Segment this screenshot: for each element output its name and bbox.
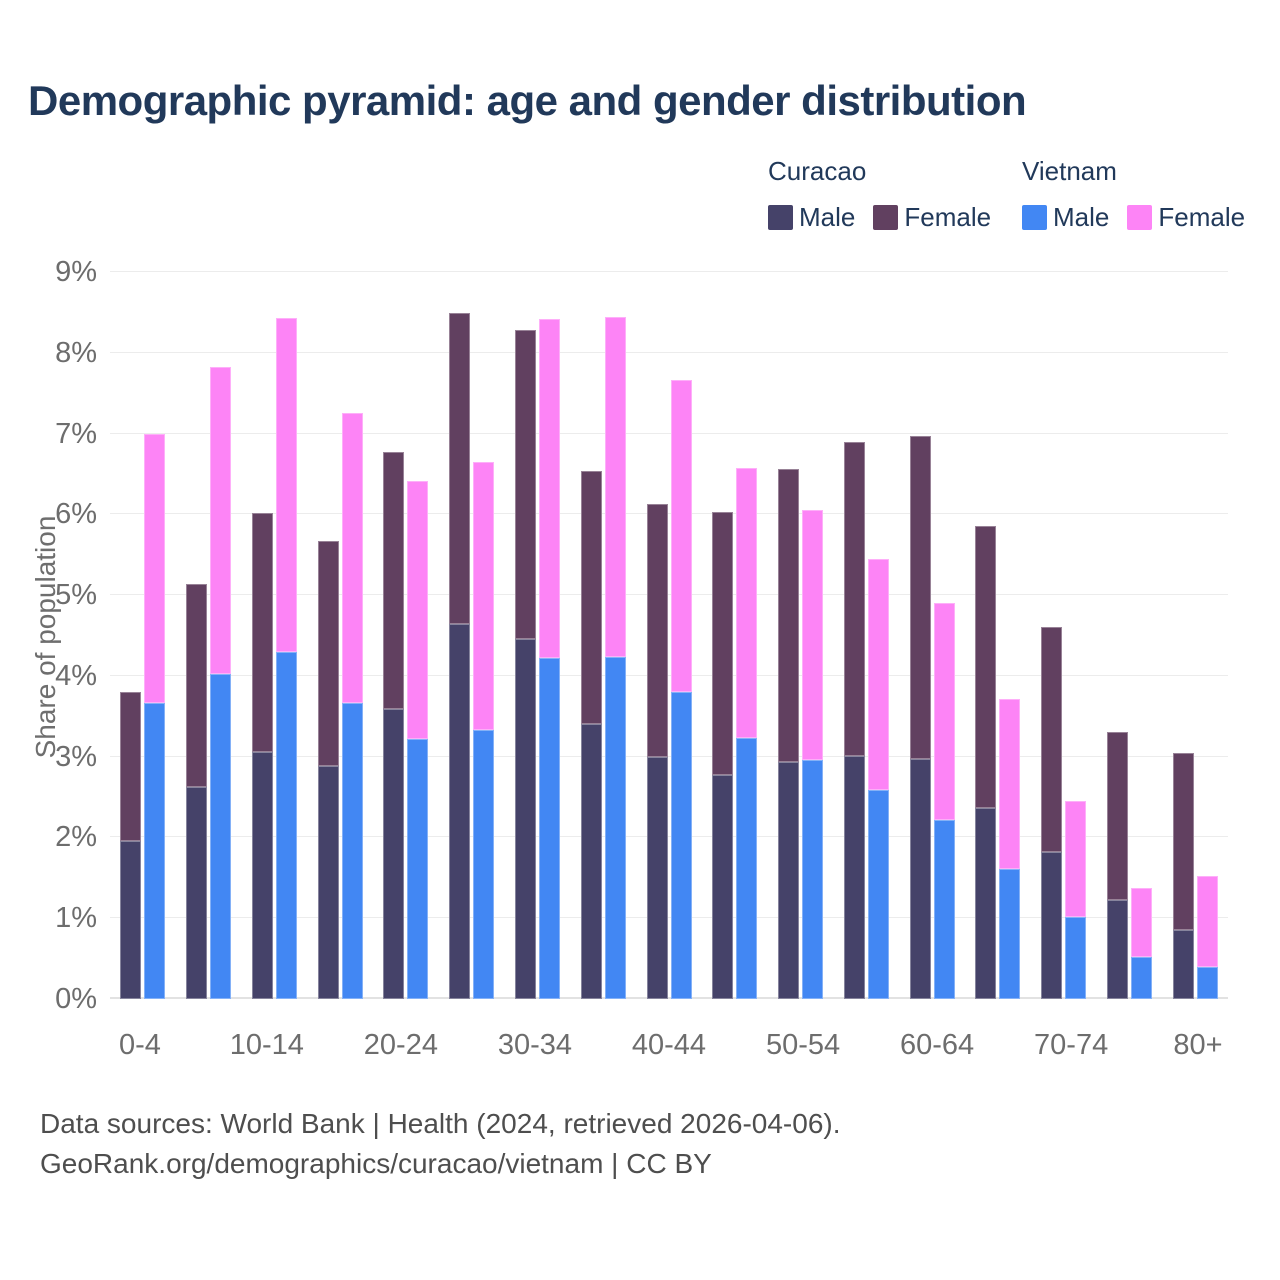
segment-curacao-female	[910, 436, 931, 759]
segment-vietnam-female	[802, 510, 823, 760]
segment-curacao-male	[1173, 930, 1194, 999]
bar-group	[1031, 272, 1097, 999]
stacked-bar-curacao	[844, 272, 865, 999]
bar-group	[702, 272, 768, 999]
segment-vietnam-male	[473, 730, 494, 999]
x-tick-label	[572, 1027, 632, 1063]
stacked-bar-vietnam	[1131, 272, 1152, 999]
segment-curacao-male	[910, 759, 931, 999]
segment-vietnam-male	[671, 692, 692, 999]
segment-curacao-female	[1107, 732, 1128, 899]
stacked-bar-vietnam	[802, 272, 823, 999]
footer	[40, 1104, 841, 1184]
x-tick-label	[1108, 1027, 1168, 1063]
y-tick-label: 6%	[55, 498, 97, 531]
segment-curacao-female	[712, 512, 733, 775]
segment-vietnam-male	[868, 790, 889, 999]
y-tick-label: 0%	[55, 983, 97, 1015]
stacked-bar-vietnam	[868, 272, 889, 999]
legend-item-curacao-male	[768, 202, 855, 233]
segment-vietnam-male	[210, 674, 231, 999]
x-tick-label	[170, 1027, 230, 1063]
segment-vietnam-female	[671, 380, 692, 692]
bar-group	[1096, 272, 1162, 999]
stacked-bar-vietnam	[539, 272, 560, 999]
segment-curacao-female	[120, 692, 141, 841]
bar-group	[1162, 272, 1228, 999]
stacked-bar-curacao	[975, 272, 996, 999]
legend-item-curacao-female	[873, 202, 991, 233]
x-tick-label: 0-4	[118, 1029, 161, 1061]
segment-vietnam-male	[276, 652, 297, 999]
stacked-bar-curacao	[383, 272, 404, 999]
segment-curacao-female	[515, 330, 536, 639]
segment-vietnam-female	[342, 413, 363, 703]
legend-label: Male	[799, 202, 856, 232]
x-tick-label: 70-74	[1034, 1029, 1109, 1061]
segment-vietnam-female	[276, 318, 297, 652]
segment-curacao-male	[712, 775, 733, 999]
stacked-bar-curacao	[712, 272, 733, 999]
bar-group	[439, 272, 505, 999]
segment-curacao-male	[1041, 852, 1062, 999]
x-tick-label: 10-14	[229, 1029, 304, 1061]
bar-group	[242, 272, 308, 999]
legend-item-vietnam-female	[1127, 202, 1245, 233]
segment-vietnam-female	[210, 367, 231, 674]
footer-attribution-line: GeoRank.org/demographics/curacao/vietnam | CC BY	[40, 1148, 712, 1179]
x-tick-label: 50-54	[765, 1029, 841, 1061]
bar-group	[636, 272, 702, 999]
segment-vietnam-male	[342, 703, 363, 999]
bar-group	[899, 272, 965, 999]
y-tick-label: 9%	[55, 256, 97, 288]
stacked-bar-vietnam	[671, 272, 692, 999]
x-axis-tick-labels	[110, 1027, 1228, 1063]
segment-vietnam-female	[605, 317, 626, 657]
stacked-bar-vietnam	[934, 272, 955, 999]
bar-group	[110, 272, 176, 999]
stacked-bar-curacao	[449, 272, 470, 999]
stacked-bar-curacao	[1173, 272, 1194, 999]
segment-vietnam-female	[934, 603, 955, 819]
segment-curacao-female	[581, 471, 602, 724]
segment-vietnam-male	[1197, 967, 1218, 999]
segment-curacao-male	[844, 756, 865, 999]
x-tick-label: 30-34	[497, 1029, 573, 1061]
segment-curacao-male	[120, 841, 141, 999]
x-tick-label: 60-64	[899, 1029, 975, 1061]
stacked-bar-vietnam	[605, 272, 626, 999]
segment-curacao-female	[252, 513, 273, 752]
stacked-bar-vietnam	[210, 272, 231, 999]
segment-curacao-male	[252, 752, 273, 999]
segment-vietnam-female	[144, 434, 165, 702]
stacked-bar-vietnam	[276, 272, 297, 999]
bar-group	[373, 272, 439, 999]
segment-curacao-male	[975, 808, 996, 999]
segment-curacao-female	[778, 469, 799, 761]
segment-curacao-male	[1107, 900, 1128, 999]
segment-vietnam-female	[999, 699, 1020, 869]
stacked-bar-vietnam	[407, 272, 428, 999]
x-tick-label: 80+	[1173, 1029, 1223, 1061]
legend-label: Male	[1053, 202, 1110, 232]
stacked-bar-curacao	[1107, 272, 1128, 999]
segment-vietnam-male	[1065, 917, 1086, 999]
segment-vietnam-female	[407, 481, 428, 739]
segment-curacao-female	[1173, 753, 1194, 929]
stacked-bar-vietnam	[999, 272, 1020, 999]
x-tick-label: 20-24	[363, 1029, 438, 1061]
stacked-bar-curacao	[647, 272, 668, 999]
stacked-bar-curacao	[120, 272, 141, 999]
legend-items-vietnam	[1022, 202, 1245, 233]
stacked-bar-vietnam	[342, 272, 363, 999]
segment-vietnam-male	[539, 658, 560, 999]
bar-group	[307, 272, 373, 999]
vietnam-female-swatch	[1127, 205, 1152, 230]
stacked-bar-curacao	[252, 272, 273, 999]
y-tick-label: 5%	[55, 579, 97, 612]
bar-group	[505, 272, 571, 999]
bar-group	[965, 272, 1031, 999]
segment-vietnam-female	[868, 559, 889, 790]
bar-group	[570, 272, 636, 999]
segment-vietnam-male	[144, 703, 165, 999]
footer-source-line: Data sources: World Bank | Health (2024, retrieved 2026-04-06).	[40, 1108, 841, 1139]
stacked-bar-vietnam	[736, 272, 757, 999]
y-tick-label: 4%	[55, 659, 97, 692]
stacked-bar-vietnam	[1197, 272, 1218, 999]
bar-group	[176, 272, 242, 999]
segment-vietnam-male	[1131, 957, 1152, 999]
x-tick-label	[706, 1027, 766, 1063]
segment-vietnam-female	[473, 462, 494, 730]
segment-vietnam-male	[736, 738, 757, 999]
segment-vietnam-male	[605, 657, 626, 999]
legend-label: Female	[1158, 202, 1246, 232]
plot-area	[55, 256, 1228, 1061]
segment-curacao-female	[844, 442, 865, 756]
stacked-bar-curacao	[778, 272, 799, 999]
segment-vietnam-male	[999, 869, 1020, 999]
x-tick-label	[438, 1027, 498, 1063]
y-tick-label: 2%	[55, 821, 97, 854]
y-axis-title: Share of population	[30, 515, 61, 759]
segment-curacao-male	[186, 787, 207, 999]
page-title: Demographic pyramid: age and gender distribution	[28, 77, 1027, 124]
segment-curacao-female	[383, 452, 404, 709]
stacked-bar-vietnam	[473, 272, 494, 999]
x-tick-label: 40-44	[631, 1029, 707, 1061]
segment-vietnam-female	[1197, 876, 1218, 966]
stacked-bar-vietnam	[1065, 272, 1086, 999]
segment-vietnam-female	[736, 468, 757, 738]
curacao-male-swatch	[768, 205, 793, 230]
stacked-bar-curacao	[581, 272, 602, 999]
segment-curacao-female	[1041, 627, 1062, 852]
segment-curacao-female	[318, 541, 339, 766]
legend-country-label-curacao: Curacao	[768, 156, 867, 186]
stacked-bar-curacao	[910, 272, 931, 999]
segment-curacao-male	[778, 762, 799, 999]
legend-label: Female	[904, 202, 992, 232]
bar-group	[768, 272, 834, 999]
segment-curacao-male	[318, 766, 339, 999]
legend-country-label-vietnam: Vietnam	[1022, 156, 1117, 186]
segment-vietnam-female	[539, 319, 560, 658]
stacked-bar-curacao	[515, 272, 536, 999]
segment-curacao-male	[383, 709, 404, 999]
legend-group-vietnam	[1022, 156, 1245, 233]
segment-curacao-female	[647, 504, 668, 758]
y-tick-label: 8%	[55, 336, 97, 369]
segment-curacao-male	[647, 757, 668, 999]
segment-vietnam-female	[1065, 801, 1086, 917]
stacked-bar-curacao	[318, 272, 339, 999]
stacked-bar-curacao	[186, 272, 207, 999]
y-tick-label: 7%	[55, 417, 97, 450]
stacked-bar-vietnam	[144, 272, 165, 999]
y-tick-label: 1%	[55, 902, 97, 935]
vietnam-male-swatch	[1022, 205, 1047, 230]
legend-items-curacao	[768, 202, 991, 233]
segment-curacao-female	[975, 526, 996, 808]
segment-vietnam-male	[407, 739, 428, 999]
segment-curacao-female	[449, 313, 470, 624]
x-tick-label	[304, 1027, 364, 1063]
segment-curacao-male	[581, 724, 602, 999]
segment-vietnam-male	[934, 820, 955, 999]
curacao-female-swatch	[873, 205, 898, 230]
segment-vietnam-female	[1131, 888, 1152, 957]
legend-group-curacao	[768, 156, 991, 233]
bars-container	[110, 272, 1228, 999]
segment-vietnam-male	[802, 760, 823, 999]
x-tick-label	[974, 1027, 1034, 1063]
segment-curacao-female	[186, 584, 207, 788]
stacked-bar-curacao	[1041, 272, 1062, 999]
legend-item-vietnam-male	[1022, 202, 1109, 233]
segment-curacao-male	[449, 624, 470, 999]
segment-curacao-male	[515, 639, 536, 999]
x-tick-label	[840, 1027, 900, 1063]
bar-group	[833, 272, 899, 999]
y-tick-label: 3%	[55, 740, 97, 773]
